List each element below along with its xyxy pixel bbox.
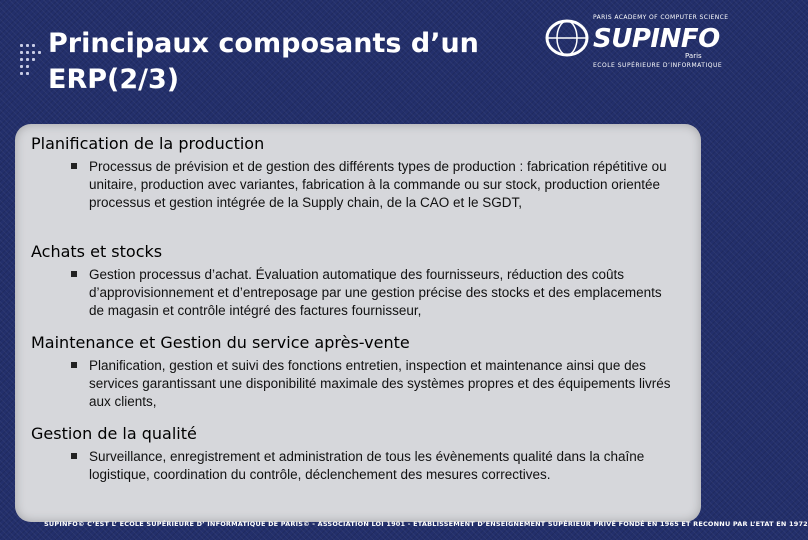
section-heading: Gestion de la qualité — [31, 424, 197, 443]
section-heading: Maintenance et Gestion du service après-vente — [31, 333, 410, 352]
logo-tagline: PARIS ACADEMY OF COMPUTER SCIENCE — [593, 14, 729, 21]
list-item-text: Gestion processus d’achat. Évaluation automatique des fournisseurs, réduction des coûts d’approvisionnement et d’entreposage par une gestion précise des stocks et des emplacements de magasin et contrôle intégré des factures fournisseur, — [89, 267, 662, 318]
slide-title: Principaux composants d’un ERP(2/3) — [48, 28, 479, 95]
list-item-text: Surveillance, enregistrement et administration de tous les évènements qualité dans la chaîne logistique, coordination du contrôle, déclenchement des mesures correctives. — [89, 449, 645, 482]
list-item — [31, 158, 679, 212]
list-item — [31, 448, 679, 484]
logo-subtitle: ECOLE SUPÉRIEURE D’INFORMATIQUE — [593, 62, 723, 69]
square-bullet-icon — [71, 271, 77, 277]
content-panel — [15, 124, 701, 522]
decorative-dots — [20, 42, 42, 82]
supinfo-logo — [545, 12, 729, 74]
square-bullet-icon — [71, 453, 77, 459]
logo-name: SUPINFO — [593, 24, 720, 54]
section-heading: Achats et stocks — [31, 242, 163, 261]
list-item — [31, 357, 679, 411]
section-maintenance — [31, 333, 691, 411]
list-item-text: Processus de prévision et de gestion des différents types de production : fabrication répétitive ou unitaire, production avec variantes, fabrication à la commande ou sur stock, production orientée processus et gestion intégrée de la Supply chain, de la CAO et le SGDT, — [89, 159, 667, 210]
section-achats — [31, 242, 691, 320]
list-item — [31, 266, 679, 320]
square-bullet-icon — [71, 163, 77, 169]
logo-city: Paris — [685, 52, 702, 60]
section-planification — [31, 134, 691, 212]
footer-text: SUPINFO© C’EST L’ ECOLE SUPÉRIEURE D’ INFORMATIQUE DE PARIS© - ASSOCIATION LOI 1901 - ETABLISSEMENT D’ENSEIGNEMENT SUPÉRIEUR PRIVÉ FONDÉ EN 1965 ET RECONNU PAR L’ETAT EN 1972 — [44, 520, 808, 528]
section-heading: Planification de la production — [31, 134, 265, 153]
square-bullet-icon — [71, 362, 77, 368]
section-qualite — [31, 424, 691, 484]
globe-logo-icon — [545, 18, 589, 58]
list-item-text: Planification, gestion et suivi des fonctions entretien, inspection et maintenance ainsi que des services garantissant une disponibilité maximale des systèmes propres et des équipements livrés aux clients, — [89, 358, 671, 409]
